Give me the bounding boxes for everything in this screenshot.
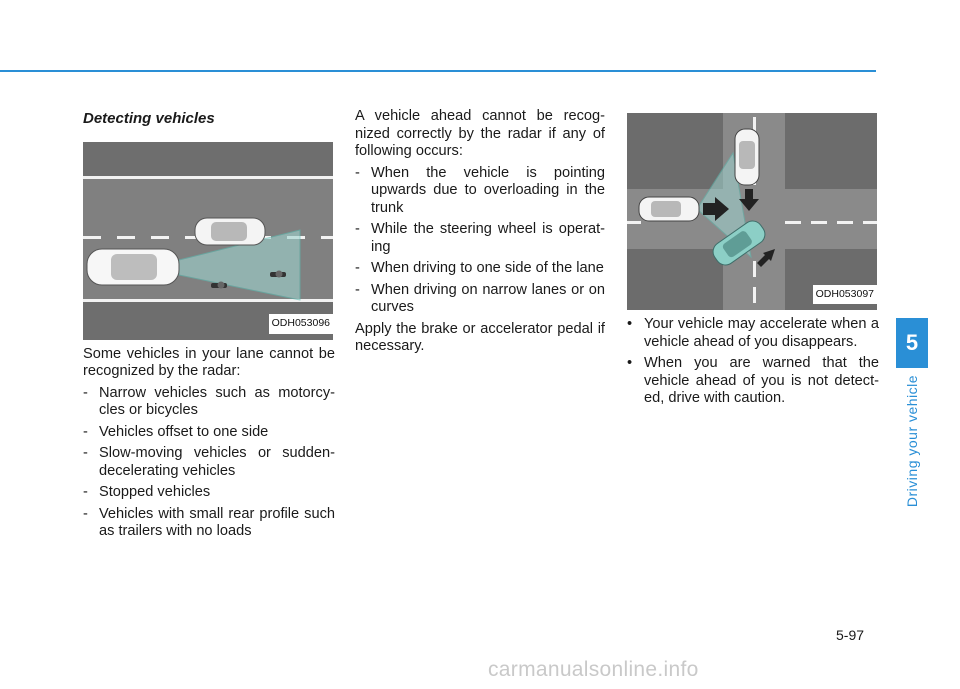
chapter-title-vertical: Driving your vehicle xyxy=(904,374,920,508)
list-item: - Vehicles offset to one side xyxy=(83,423,269,440)
header-rule xyxy=(0,70,876,72)
conditions-list xyxy=(355,165,605,317)
paragraph-intro: Some vehicles in your lane cannot be recognized by the radar: xyxy=(83,345,335,379)
figure-code: ODH053096 xyxy=(269,314,333,334)
list-item: - When the vehicle is pointing upwards due to overloading in the trunk xyxy=(355,164,605,216)
figure-intersection xyxy=(627,113,877,310)
figure-radar-detection xyxy=(83,142,333,340)
list-item: - Narrow vehicles such as motorcy-cles or bicycles xyxy=(83,384,335,418)
watermark: carmanualsonline.info xyxy=(488,658,699,681)
section-heading: Detecting vehicles xyxy=(83,110,215,127)
intersection-illustration xyxy=(627,113,877,310)
paragraph-outro: Apply the brake or accelerator pedal if necessary. xyxy=(355,320,605,354)
list-item: - When driving to one side of the lane xyxy=(355,260,604,276)
left-car-icon xyxy=(639,197,699,221)
caution-bullets xyxy=(627,316,879,408)
list-item: - When driving on narrow lanes or on curves xyxy=(355,281,605,315)
column-3 xyxy=(627,113,879,412)
own-car-icon xyxy=(87,249,179,285)
list-item: - Stopped vehicles xyxy=(83,484,211,500)
list-item: - Slow-moving vehicles or sudden-decelerating vehicles xyxy=(83,445,335,479)
list-item: - While the steering wheel is operat-ing xyxy=(355,221,605,255)
column-2 xyxy=(355,108,605,356)
column-1 xyxy=(83,108,335,545)
road-illustration xyxy=(83,142,333,340)
list-item: • When you are warned that the vehicle ahead of you is not detect-ed, drive with caution. xyxy=(627,355,879,406)
page-number: 5-97 xyxy=(836,627,865,643)
figure-code: ODH053097 xyxy=(813,285,877,305)
list-item: - Vehicles with small rear profile such as trailers with no loads xyxy=(83,505,335,539)
list-item: • Your vehicle may accelerate when a vehicle ahead of you disappears. xyxy=(627,316,879,350)
chapter-tab: 5 xyxy=(896,318,928,368)
paragraph-intro: A vehicle ahead cannot be recog-nized correctly by the radar if any of following occurs: xyxy=(355,108,605,159)
car-ahead-icon xyxy=(195,218,265,245)
oncoming-car-icon xyxy=(735,129,759,185)
undetected-vehicles-list xyxy=(83,385,335,541)
